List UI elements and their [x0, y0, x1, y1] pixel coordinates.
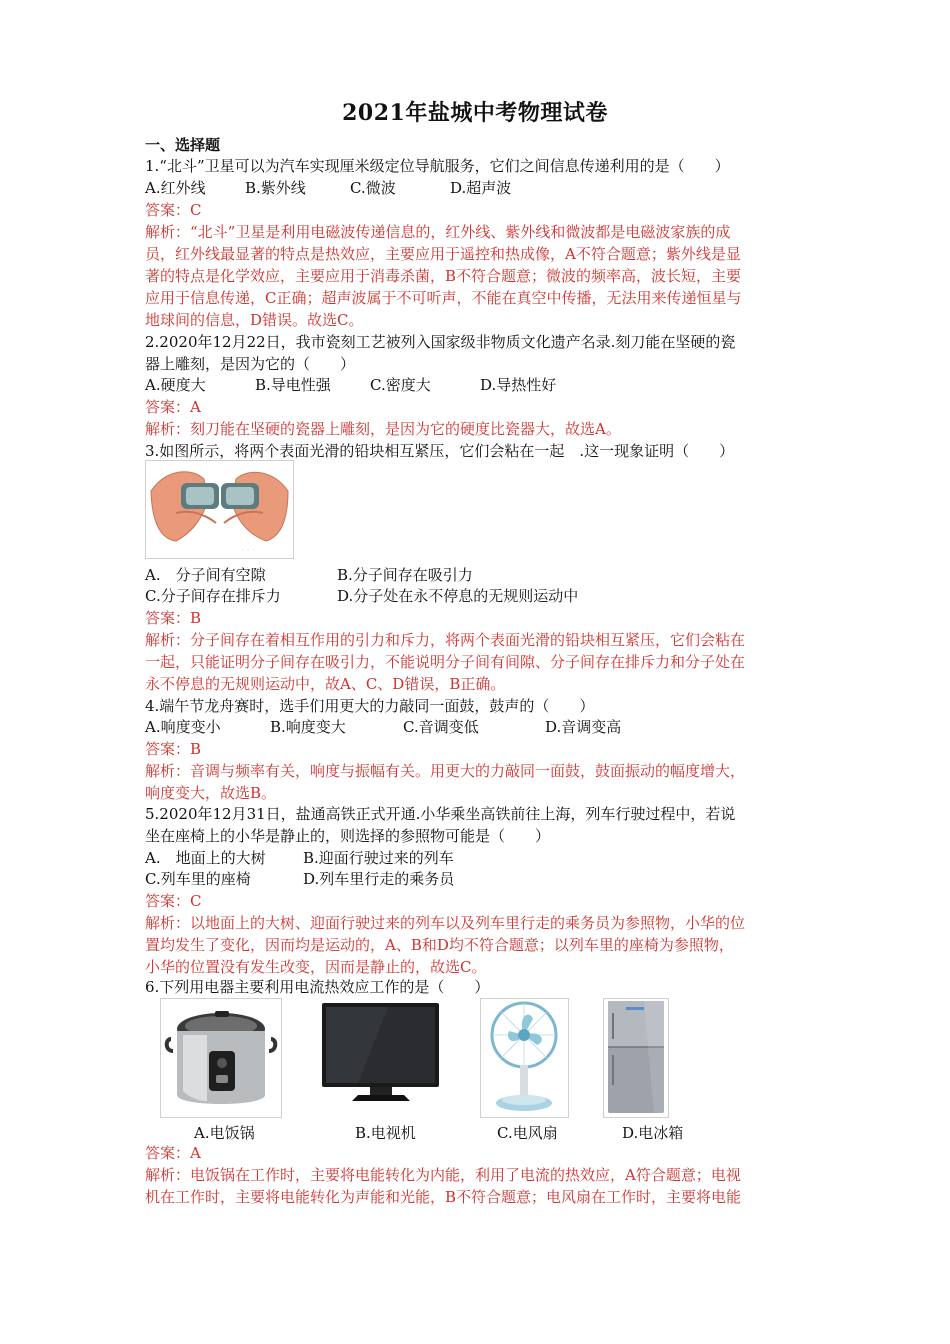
option-a: A.红外线: [145, 179, 206, 197]
answer-2: 答案：A: [145, 398, 201, 416]
option-d: D.列车里行走的乘务员: [303, 870, 455, 888]
option-c: C.列车里的座椅: [145, 870, 251, 888]
option-b: B.响度变大: [270, 718, 346, 736]
analysis-1-line-5: 地球间的信息，D错误。故选C。: [145, 311, 364, 329]
option-d: D.超声波: [450, 179, 512, 197]
analysis-1-line-3: 著的特点是化学效应，主要应用于消毒杀菌，B不符合题意；微波的频率高，波长短，主要: [145, 267, 742, 285]
page-title: 2021年盐城中考物理试卷: [342, 100, 608, 126]
analysis-3-line-2: 一起，只能证明分子间存在吸引力，不能说明分子间有间隙、分子间存在排斥力和分子处在: [145, 653, 746, 671]
option-b: B.分子间存在吸引力: [337, 566, 473, 584]
analysis-4-line-2: 响度变大，故选B。: [145, 784, 277, 802]
hands-pressing-lead-blocks-icon: [146, 461, 293, 558]
rice-cooker-figure: [160, 998, 282, 1118]
question-5-line-1: 5.2020年12月31日，盐通高铁正式开通.小华乘坐高铁前往上海，列车行驶过程中，若说: [145, 805, 736, 823]
option-b: B.迎面行驶过来的列车: [303, 849, 454, 867]
question-3-options-row-2: [145, 585, 825, 607]
rice-cooker-icon: [161, 999, 281, 1117]
section-heading: 一、选择题: [145, 136, 221, 154]
option-a: A.响度变小: [145, 718, 221, 736]
analysis-1-line-2: 员，红外线最显著的特点是热效应，主要应用于遥控和热成像，A不符合题意；紫外线是显: [145, 245, 741, 263]
watermark-icon: · · ·: [241, 546, 256, 556]
question-2-line-1: 2.2020年12月22日，我市瓷刻工艺被列入国家级非物质文化遗产名录.刻刀能在坚硬的瓷: [145, 333, 736, 351]
lead-blocks-figure: [145, 460, 294, 559]
question-2-line-2: 器上雕刻，是因为它的（ ）: [145, 355, 356, 373]
electric-fan-icon: [481, 999, 568, 1117]
question-4-options: [145, 716, 825, 738]
question-5-options-row-1: [145, 847, 825, 869]
analysis-6-line-1: 解析：电饭锅在工作时，主要将电能转化为内能，利用了电流的热效应，A符合题意；电视: [145, 1166, 741, 1184]
question-5-options-row-2: [145, 868, 825, 890]
question-3-options-row-1: [145, 564, 825, 586]
option-a: A. 分子间有空隙: [145, 566, 266, 584]
question-5-line-2: 坐在座椅上的小华是静止的，则选择的参照物可能是（ ）: [145, 827, 551, 845]
question-2-options: [145, 374, 825, 396]
analysis-3-line-3: 永不停息的无规则运动中，故A、C、D错误，B正确。: [145, 675, 506, 693]
analysis-5-line-1: 解析：以地面上的大树、迎面行驶过来的列车以及列车里行走的乘务员为参照物，小华的位: [145, 914, 746, 932]
caption-a: A.电饭锅: [194, 1124, 255, 1142]
option-a: A.硬度大: [145, 376, 206, 394]
answer-6: 答案：A: [145, 1144, 201, 1162]
question-1-options: [145, 177, 825, 199]
caption-b: B.电视机: [355, 1124, 416, 1142]
question-3: 3.如图所示，将两个表面光滑的铅块相互紧压，它们会粘在一起 .这一现象证明（ ）: [145, 442, 735, 460]
option-d: D.分子处在永不停息的无规则运动中: [337, 587, 579, 605]
refrigerator-icon: [604, 999, 668, 1117]
analysis-1-line-1: 解析：“北斗”卫星是利用电磁波传递信息的，红外线、紫外线和微波都是电磁波家族的成: [145, 223, 731, 241]
option-d: D.音调变高: [545, 718, 622, 736]
analysis-2: 解析：刻刀能在坚硬的瓷器上雕刻，是因为它的硬度比瓷器大，故选A。: [145, 420, 621, 438]
option-c: C.密度大: [370, 376, 431, 394]
television-icon: [318, 999, 443, 1117]
analysis-5-line-2: 置均发生了变化，因而均是运动的，A、B和D均不符合题意；以列车里的座椅为参照物，: [145, 936, 734, 954]
question-1: 1.“北斗”卫星可以为汽车实现厘米级定位导航服务，它们之间信息传递利用的是（ ）: [145, 157, 730, 175]
answer-1: 答案：C: [145, 201, 202, 219]
option-a: A. 地面上的大树: [145, 849, 266, 867]
option-c: C.微波: [350, 179, 396, 197]
option-c: C.音调变低: [403, 718, 479, 736]
option-b: B.紫外线: [245, 179, 306, 197]
analysis-3-line-1: 解析：分子间存在着相互作用的引力和斥力，将两个表面光滑的铅块相互紧压，它们会粘在: [145, 631, 746, 649]
answer-4: 答案：B: [145, 740, 202, 758]
answer-3: 答案：B: [145, 609, 202, 627]
answer-5: 答案：C: [145, 892, 202, 910]
caption-c: C.电风扇: [497, 1124, 558, 1142]
option-b: B.导电性强: [255, 376, 331, 394]
electric-fan-figure: [480, 998, 569, 1118]
analysis-6-line-2: 机在工作时，主要将电能转化为声能和光能，B不符合题意；电风扇在工作时，主要将电能: [145, 1188, 742, 1206]
option-c: C.分子间存在排斥力: [145, 587, 281, 605]
caption-d: D.电冰箱: [622, 1124, 684, 1142]
option-d: D.导热性好: [480, 376, 557, 394]
question-4: 4.端午节龙舟赛时，选手们用更大的力敲同一面鼓，鼓声的（ ）: [145, 697, 595, 715]
analysis-4-line-1: 解析：音调与频率有关，响度与振幅有关。用更大的力敲同一面鼓，鼓面振动的幅度增大，: [145, 762, 746, 780]
refrigerator-figure: [603, 998, 669, 1118]
analysis-5-line-3: 小华的位置没有发生改变，因而是静止的，故选C。: [145, 958, 487, 976]
analysis-1-line-4: 应用于信息传递，C正确；超声波属于不可听声，不能在真空中传播，无法用来传递恒星与: [145, 289, 742, 307]
question-6: 6.下列用电器主要利用电流热效应工作的是（ ）: [145, 978, 490, 996]
television-figure: [317, 998, 444, 1118]
